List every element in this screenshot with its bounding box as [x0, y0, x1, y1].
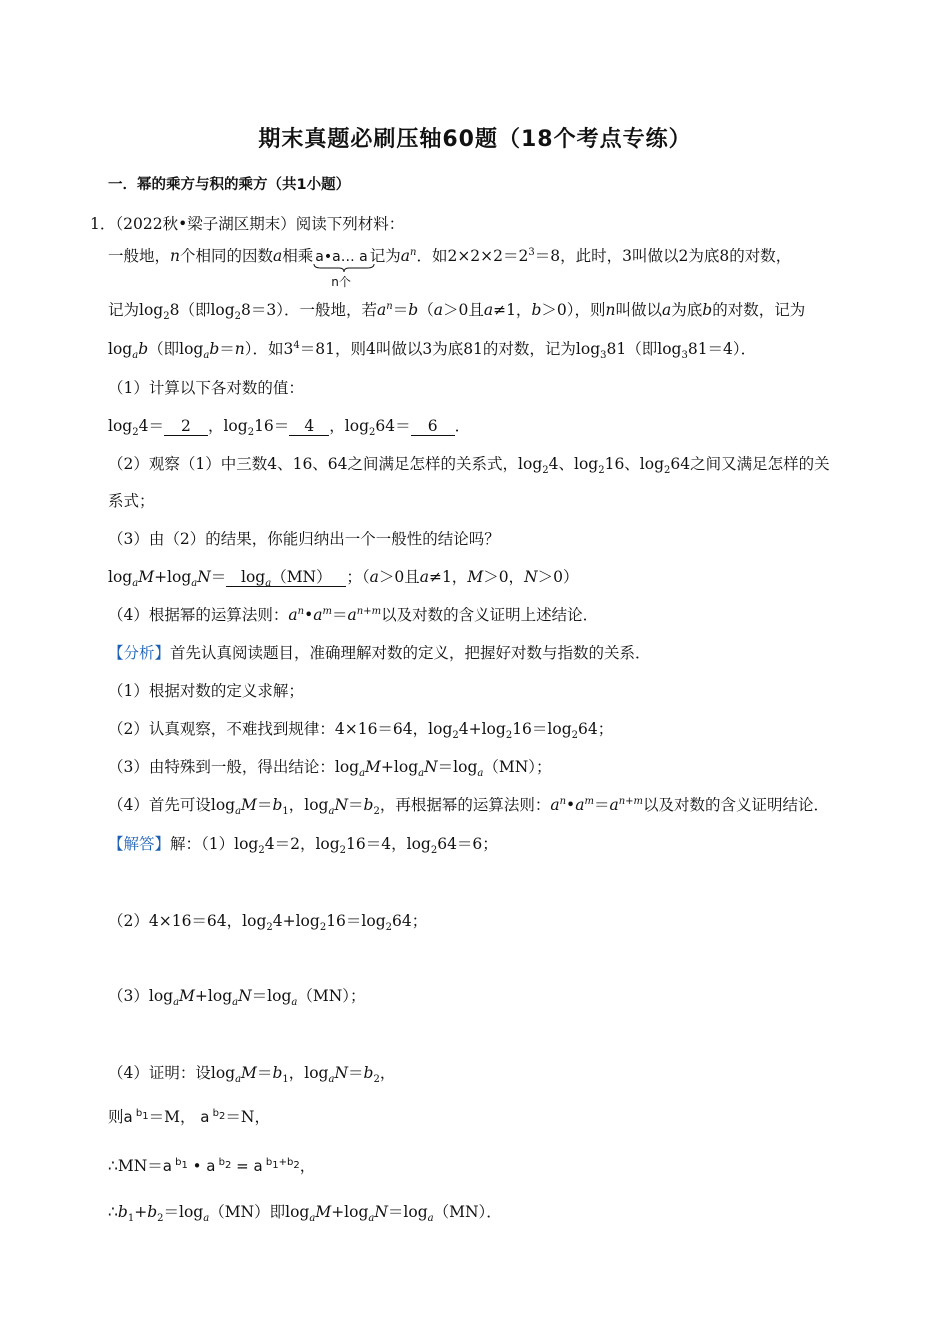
- text: 4+log: [458, 720, 506, 738]
- question-1-answers: $\log_24= 2$ ，$\log_216= 4$ ，$\log_264= 6$ ．: [108, 417, 471, 439]
- intro-line-3: $\log_ab$（即$\log_ab=n$）．如$3^4=81$，则4叫做以3为底81的对数，记为$\log_381$（即$\log_381=4$）．: [108, 339, 757, 362]
- brace-bottom-text: n个: [331, 275, 351, 289]
- text: ∴MN＝: [108, 1157, 163, 1175]
- text: 则: [108, 1108, 124, 1126]
- text: 4+log: [272, 912, 320, 930]
- text: ＝: [256, 796, 273, 814]
- text: （3）log: [108, 987, 174, 1005]
- text: 为底: [671, 301, 703, 319]
- text: ＝8，此时，3叫做以2为底8的对数，: [534, 247, 792, 265]
- text: 以及对数的含义证明结论．: [643, 796, 830, 814]
- text: ）．如3: [244, 340, 294, 358]
- text: ＞0且: [378, 568, 420, 586]
- question-3: （3）由（2）的结果，你能归纳出一个一般性的结论吗？: [108, 530, 500, 548]
- text: 的对数，记为: [712, 301, 806, 319]
- question-2-line-2: 系式；: [108, 492, 155, 510]
- text: ，log: [288, 796, 329, 814]
- text: ＝log: [251, 987, 292, 1005]
- exp: 3: [528, 246, 535, 258]
- var-n: n: [170, 247, 180, 265]
- analysis-3: （3）由特殊到一般，得出结论：$\log_aM+\log_aN=\log_a(MN)$；: [108, 758, 552, 780]
- analysis-1: （1）根据对数的定义求解；: [108, 682, 304, 700]
- text: ＞0，: [483, 568, 525, 586]
- text: （4）证明：设log: [108, 1064, 236, 1082]
- text: +log: [380, 758, 419, 776]
- text: 16＝log: [326, 912, 386, 930]
- text: log: [241, 568, 266, 586]
- text: ＝: [219, 340, 235, 358]
- text: ≠1，: [428, 568, 468, 586]
- text: （MN）即log: [209, 1203, 310, 1221]
- text: ，再根据幂的运算法则：: [379, 796, 551, 814]
- text: ＝: [256, 1064, 273, 1082]
- text: ＝M，: [148, 1108, 196, 1126]
- text: 64之间又满足怎样的关: [670, 455, 830, 473]
- solution-2: （2）4×16＝64，$\log_24+\log_216=\log_264$；: [108, 912, 428, 934]
- analysis-4: （4）首先可设$\log_aM=b_1$，$\log_aN=b_2$，再根据幂的运算法则：$a^n•a^m=a^{n+m}$以及对数的含义证明结论．: [108, 795, 830, 818]
- intro-line-2: 记为$\log_28$（即$\log_28=3$）．一般地，若$a^n=b(a>0$且a≠1，b＞0），则n叫做以a为底b的对数，记为: [108, 300, 806, 323]
- text: 64＝: [375, 417, 411, 435]
- solution-4: （4）证明：设$\log_aM=b_1$，$\log_aN=b_2$，: [108, 1064, 396, 1086]
- text: ，: [379, 1064, 396, 1082]
- text: ＝N，: [225, 1108, 270, 1126]
- question-1: （1）计算以下各对数的值：: [108, 379, 304, 397]
- formula-a-b1: a $^{b_1}$: [123, 1108, 149, 1126]
- text: ＝: [210, 568, 227, 586]
- formula-product: a $^{b_1}$ • a $^{b_2}$ = a $^{b_1+b_2}$: [162, 1157, 300, 1175]
- text: ，log: [288, 1064, 329, 1082]
- answer-blank-2: 4: [289, 417, 329, 436]
- analysis-2: （2）认真观察，不难找到规律：4×16＝64，$\log_24+\log_216=\log_264$；: [108, 720, 614, 742]
- text: （2）观察（1）中三数4、16、64之间满足怎样的关系式，log: [108, 455, 543, 473]
- brace-top-text: a•a… a: [315, 249, 368, 265]
- problem-number: 1．: [90, 215, 116, 233]
- text: 16＝log: [512, 720, 572, 738]
- solution-5: [108, 1106, 270, 1128]
- text: （2）认真观察，不难找到规律：4×16＝64，log: [108, 720, 453, 738]
- text: 个相同的因数: [180, 247, 274, 265]
- text: 以及对数的含义证明上述结论．: [381, 606, 599, 624]
- text: +: [134, 1203, 148, 1221]
- text: ，: [299, 1157, 316, 1175]
- text: 4、log: [548, 455, 599, 473]
- text: ＝log: [163, 1203, 204, 1221]
- page-title: 期末真题必刷压轴60题（18个考点专练）: [258, 127, 692, 152]
- text: （3）由特殊到一般，得出结论：log: [108, 758, 360, 776]
- analysis-tag: 【分析】: [108, 644, 171, 662]
- text: +log: [154, 568, 192, 586]
- text: 首先认真阅读题目，准确理解对数的定义，把握好对数与指数的关系．: [170, 644, 651, 662]
- text: （: [418, 301, 434, 319]
- text: ＝: [392, 301, 409, 319]
- text: +log: [194, 987, 233, 1005]
- text: （MN）．: [433, 1203, 502, 1221]
- question-4: （4）根据幂的运算法则：$a^n•a^m=a^{n+m}$以及对数的含义证明上述结论．: [108, 605, 599, 624]
- text: 64＝6；: [437, 835, 498, 853]
- text: +log: [331, 1203, 369, 1221]
- text: ≠1，: [493, 301, 532, 319]
- text: 16＝: [254, 417, 290, 435]
- text: 解：（1）log: [170, 835, 259, 853]
- problem-source-line: [90, 213, 404, 235]
- text: 16＝4，log: [346, 835, 431, 853]
- text: ＝log: [437, 758, 478, 776]
- var-a: a: [273, 247, 283, 265]
- text: （2）4×16＝64，log: [108, 912, 267, 930]
- text: 64；: [392, 912, 428, 930]
- text: ∴: [108, 1203, 118, 1221]
- text: ＞0）: [537, 568, 579, 586]
- text: 4＝: [138, 417, 164, 435]
- answer-blank-4: $\log_a(MN)$: [226, 568, 346, 587]
- text: ，log: [207, 417, 248, 435]
- text: 相乘: [282, 247, 314, 265]
- text: 81＝4）．: [687, 340, 757, 358]
- text: ．: [454, 417, 471, 435]
- answer-blank-1: 2: [164, 417, 208, 436]
- text: 叫做以: [615, 301, 662, 319]
- text: （4）根据幂的运算法则：: [108, 606, 289, 624]
- text: 81（即log: [606, 340, 682, 358]
- formula-a-b2: a $^{b_2}$: [195, 1108, 226, 1126]
- text: （即log: [148, 340, 204, 358]
- section-heading: 一．幂的乘方与积的乘方（共1小题）: [108, 177, 351, 193]
- text: 4＝2，log: [264, 835, 340, 853]
- text: 8＝3）．一般地，若: [241, 301, 378, 319]
- underbrace-product: [313, 246, 369, 289]
- solution-1: 【解答】解：$(1)\log_24=2$，$\log_216=4$，$\log_264=6$；: [108, 835, 498, 857]
- text: ；（: [346, 568, 370, 586]
- text: （MN）；: [297, 987, 366, 1005]
- text: （MN）: [271, 568, 332, 586]
- solution-3: $(3)\log_aM+\log_aN=\log_a(MN)$；: [108, 987, 366, 1009]
- answer-blank-3: 6: [411, 417, 455, 436]
- intro-line-1: [108, 245, 792, 289]
- text: ＝: [348, 1064, 364, 1082]
- text: 记为: [369, 247, 401, 265]
- text: ，log: [329, 417, 370, 435]
- text: ．如2×2×2＝2: [416, 247, 529, 265]
- var-n: n: [410, 246, 417, 258]
- text: 记为log: [108, 301, 164, 319]
- text: log: [108, 340, 133, 358]
- question-3-answer: $\log_aM+\log_aN= \log_a(MN)$ ；（a＞0且a≠1，M＞0，N＞0）: [108, 568, 579, 590]
- text: 16、log: [604, 455, 665, 473]
- text: ＞0），则: [541, 301, 606, 319]
- solution-6: [108, 1155, 315, 1177]
- text: 64；: [578, 720, 614, 738]
- analysis-line: [108, 642, 651, 664]
- solution-7: $\therefore b_1+b_2=\log_a(MN)$即$\log_aM+\log_aN=\log_a(MN)$．: [108, 1203, 502, 1225]
- text: 8（即log: [169, 301, 235, 319]
- text: ＝log: [387, 1203, 428, 1221]
- text: ＝: [348, 796, 364, 814]
- text: ＞0且: [442, 301, 484, 319]
- var-a: a: [400, 247, 410, 265]
- text: 一般地，: [108, 247, 171, 265]
- solution-tag: 【解答】: [108, 835, 171, 853]
- question-2-line-1: （2）观察（1）中三数4、16、64之间满足怎样的关系式，$\log_24$、$\log_216$、$\log_264$之间又满足怎样的关: [108, 455, 830, 477]
- text: （MN）；: [483, 758, 552, 776]
- problem-source: （2022秋•梁子湖区期末）阅读下列材料：: [115, 215, 405, 233]
- text: ＝81，则4叫做以3为底81的对数，记为log: [299, 340, 601, 358]
- text: （4）首先可设log: [108, 796, 236, 814]
